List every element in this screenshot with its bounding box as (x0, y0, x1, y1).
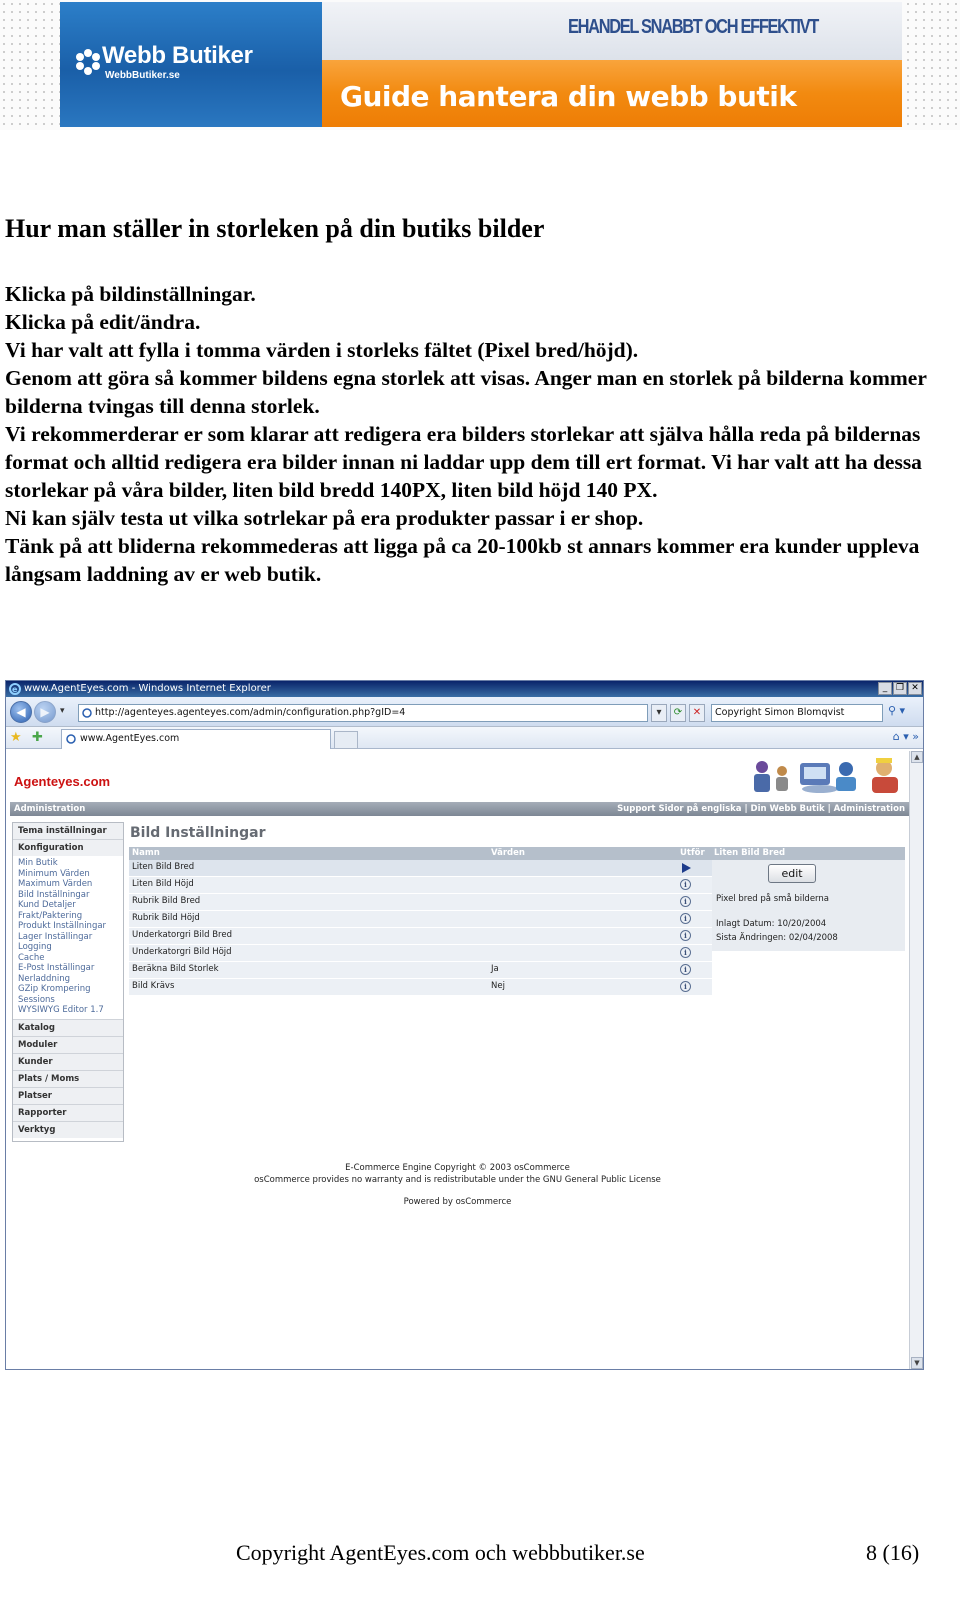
arrow-icon[interactable] (682, 863, 691, 873)
refresh-icon[interactable]: ⟳ (670, 704, 686, 722)
instruction-line: Klicka på edit/ändra. (5, 310, 201, 334)
address-bar (6, 697, 923, 727)
sidebar-section-tema[interactable]: Tema inställningar (13, 823, 123, 840)
minimize-button[interactable]: _ (878, 682, 892, 695)
sidebar-config-list (13, 856, 123, 1019)
document-title: Hur man ställer in storleken på din butiks bilder (5, 214, 545, 243)
header-value: Värden (491, 848, 525, 858)
scroll-up-icon[interactable]: ▲ (911, 751, 923, 763)
sidebar-section-moduler[interactable]: Moduler (13, 1037, 123, 1054)
close-button[interactable]: ✕ (908, 682, 922, 695)
internet-explorer-icon (9, 683, 21, 695)
table-row[interactable] (129, 894, 712, 911)
setting-name: Liten Bild Höjd (132, 879, 194, 889)
info-box-title: Liten Bild Bred (712, 847, 905, 860)
row-action (680, 911, 691, 924)
date-modified: Sista Ändringen: 02/04/2008 (716, 933, 838, 943)
site-license: osCommerce provides no warranty and is redistributable under the GNU General Public License (254, 1175, 661, 1185)
admin-link[interactable]: Administration (14, 804, 86, 814)
header-action: Utför (680, 848, 705, 858)
banner-tagline: EHANDEL SNABBT OCH EFFEKTIVT (568, 16, 818, 38)
banner-image (60, 2, 902, 127)
forward-icon[interactable]: ▶ (34, 701, 56, 723)
instruction-line: Genom att göra så kommer bildens egna storlek att visas. Anger man en storlek på bilderna kommer bilderna tvingas till denna storlek. (5, 366, 927, 418)
history-dropdown-icon[interactable]: ▾ (60, 706, 65, 716)
info-box-body (712, 860, 905, 951)
sidebar-item[interactable]: Minimum Värden (18, 868, 90, 879)
edit-button[interactable]: edit (768, 864, 816, 883)
header-name: Namn (132, 848, 160, 858)
info-icon[interactable]: i (680, 981, 691, 992)
page-viewport (6, 751, 909, 1370)
url-field[interactable] (78, 704, 648, 722)
row-action (680, 877, 691, 890)
sidebar-item[interactable]: Frakt/Paktering (18, 910, 83, 921)
sidebar-item[interactable]: E-Post Inställingar (18, 963, 95, 973)
row-action (680, 962, 691, 975)
page-number: 8 (16) (866, 1540, 920, 1565)
page-title: Bild Inställningar (130, 825, 266, 841)
sidebar-item[interactable]: Cache (18, 952, 45, 963)
admin-header-bar (10, 802, 909, 816)
back-icon[interactable]: ◀ (10, 701, 32, 723)
new-tab-button[interactable] (334, 731, 358, 749)
admin-top-links[interactable]: Support Sidor på engliska | Din Webb Butik | Administration (617, 804, 905, 814)
info-icon[interactable]: i (680, 964, 691, 975)
setting-name: Underkatorgri Bild Höjd (132, 947, 232, 957)
settings-table (129, 847, 712, 996)
row-action (680, 945, 691, 958)
window-title: www.AgentEyes.com - Windows Internet Explorer (24, 683, 271, 694)
setting-name: Rubrik Bild Bred (132, 896, 201, 906)
sidebar-section-plats-moms[interactable]: Plats / Moms (13, 1071, 123, 1088)
instruction-line: Vi rekommerderar er som klarar att redigera era bilders storlekar att själva hålla reda på bildernas format och alltid redigera era bilder innan ni laddar upp dem till ert format. Vi har valt att ha dessa storlekar på våra bilder, liten bild bredd 140PX, liten bild höjd 140 PX. (5, 422, 922, 502)
favorites-bar (6, 727, 923, 749)
banner-logo-panel (60, 2, 322, 127)
info-icon[interactable]: i (680, 879, 691, 890)
tab-title: www.AgentEyes.com (80, 733, 180, 744)
sidebar-item[interactable]: Sessions (18, 994, 55, 1005)
table-row[interactable] (129, 945, 712, 962)
sidebar-item[interactable]: WYSIWYG Editor 1.7 (18, 1005, 104, 1015)
site-copyright: E-Commerce Engine Copyright © 2003 osCommerce (345, 1163, 570, 1173)
restore-button[interactable]: ❐ (893, 682, 907, 695)
search-icon[interactable]: ⚲ ▾ (888, 704, 906, 717)
page-footer-copyright: Copyright AgentEyes.com och webbbutiker.se (236, 1540, 645, 1565)
sidebar-section-konfiguration[interactable]: Konfiguration (13, 840, 123, 856)
setting-description: Pixel bred på små bilderna (716, 894, 830, 904)
info-icon[interactable]: i (680, 947, 691, 958)
info-icon[interactable]: i (680, 896, 691, 907)
url-buttons (651, 704, 705, 722)
logo-title: Webb Butiker (102, 42, 253, 69)
instruction-line: Tänk på att bliderna rekommederas att ligga på ca 20-100kb st annars kommer era kunder uppleva långsam laddning av er web butik. (5, 534, 920, 586)
setting-value: Nej (491, 981, 505, 991)
setting-name: Underkatorgri Bild Bred (132, 930, 232, 940)
table-row[interactable] (129, 860, 712, 877)
row-action (680, 860, 691, 876)
logo-subtitle: WebbButiker.se (105, 70, 180, 81)
table-row[interactable] (129, 979, 712, 996)
svg-text:e: e (12, 685, 18, 694)
table-row[interactable] (129, 962, 712, 979)
instruction-line: Ni kan själv testa ut vilka sotrlekar på era produkter passar i er shop. (5, 506, 644, 530)
instruction-line: Vi har valt att fylla i tomma värden i storleks fältet (Pixel bred/höjd). (5, 338, 639, 362)
site-powered-by[interactable]: Powered by osCommerce (403, 1197, 512, 1207)
window-titlebar (6, 681, 923, 697)
row-action (680, 979, 691, 992)
header-illustrations (748, 755, 906, 795)
sidebar-item[interactable]: Bild Inställningar (18, 889, 90, 900)
table-row[interactable] (129, 928, 712, 945)
table-row[interactable] (129, 911, 712, 928)
instruction-text (5, 280, 940, 588)
row-action (680, 894, 691, 907)
sidebar-section-rapporter[interactable]: Rapporter (13, 1105, 123, 1122)
page-icon (82, 708, 92, 718)
date-added: Inlagt Datum: 10/20/2004 (716, 919, 827, 929)
header-banner (0, 0, 960, 130)
sidebar-section-kunder[interactable]: Kunder (13, 1054, 123, 1071)
url-text: http://agenteyes.agenteyes.com/admin/configuration.php?gID=4 (95, 707, 406, 718)
setting-info-box (712, 847, 905, 951)
vertical-scrollbar[interactable] (909, 751, 923, 1369)
sidebar-item[interactable]: Min Butik (18, 858, 58, 868)
setting-name: Bild Krävs (132, 981, 175, 991)
tab-page-icon (66, 734, 76, 744)
setting-value: Ja (491, 964, 499, 974)
favorites-star-icon[interactable]: ★ (10, 730, 22, 745)
setting-name: Beräkna Bild Storlek (132, 964, 219, 974)
sidebar-item[interactable]: GZip Krompering (18, 984, 91, 994)
info-icon[interactable]: i (680, 930, 691, 941)
sidebar-item[interactable]: Maximum Värden (18, 879, 93, 889)
admin-sidebar (12, 822, 124, 1142)
sidebar-section-katalog[interactable]: Katalog (13, 1019, 123, 1037)
flower-logo-icon (72, 46, 104, 78)
banner-heading: Guide hantera din webb butik (340, 80, 797, 113)
scroll-down-icon[interactable]: ▼ (911, 1357, 923, 1369)
table-header (129, 847, 712, 860)
stop-icon[interactable]: ✕ (689, 704, 705, 722)
add-favorite-icon[interactable]: ✚ (32, 730, 43, 745)
dropdown-icon[interactable]: ▾ (651, 704, 667, 722)
setting-name: Liten Bild Bred (132, 862, 195, 872)
table-row[interactable] (129, 877, 712, 894)
site-logo: Agenteyes.com (14, 774, 111, 789)
sidebar-item[interactable]: Kund Detaljer (18, 900, 76, 910)
info-icon[interactable]: i (680, 913, 691, 924)
row-action (680, 928, 691, 941)
sidebar-item[interactable]: Nerladdning (18, 973, 70, 984)
instruction-line: Klicka på bildinställningar. (5, 282, 256, 306)
sidebar-item[interactable]: Lager Inställingar (18, 931, 93, 942)
sidebar-section-verktyg[interactable]: Verktyg (13, 1122, 123, 1138)
browser-screenshot (5, 680, 924, 1370)
browser-tab[interactable] (61, 729, 331, 749)
window-controls (878, 682, 922, 695)
search-field[interactable]: Copyright Simon Blomqvist (711, 704, 883, 722)
setting-name: Rubrik Bild Höjd (132, 913, 200, 923)
sidebar-item[interactable]: Produkt Inställningar (18, 921, 107, 931)
sidebar-item[interactable]: Logging (18, 942, 52, 952)
home-icon[interactable]: ⌂ ▾ » (892, 730, 919, 743)
sidebar-section-platser[interactable]: Platser (13, 1088, 123, 1105)
